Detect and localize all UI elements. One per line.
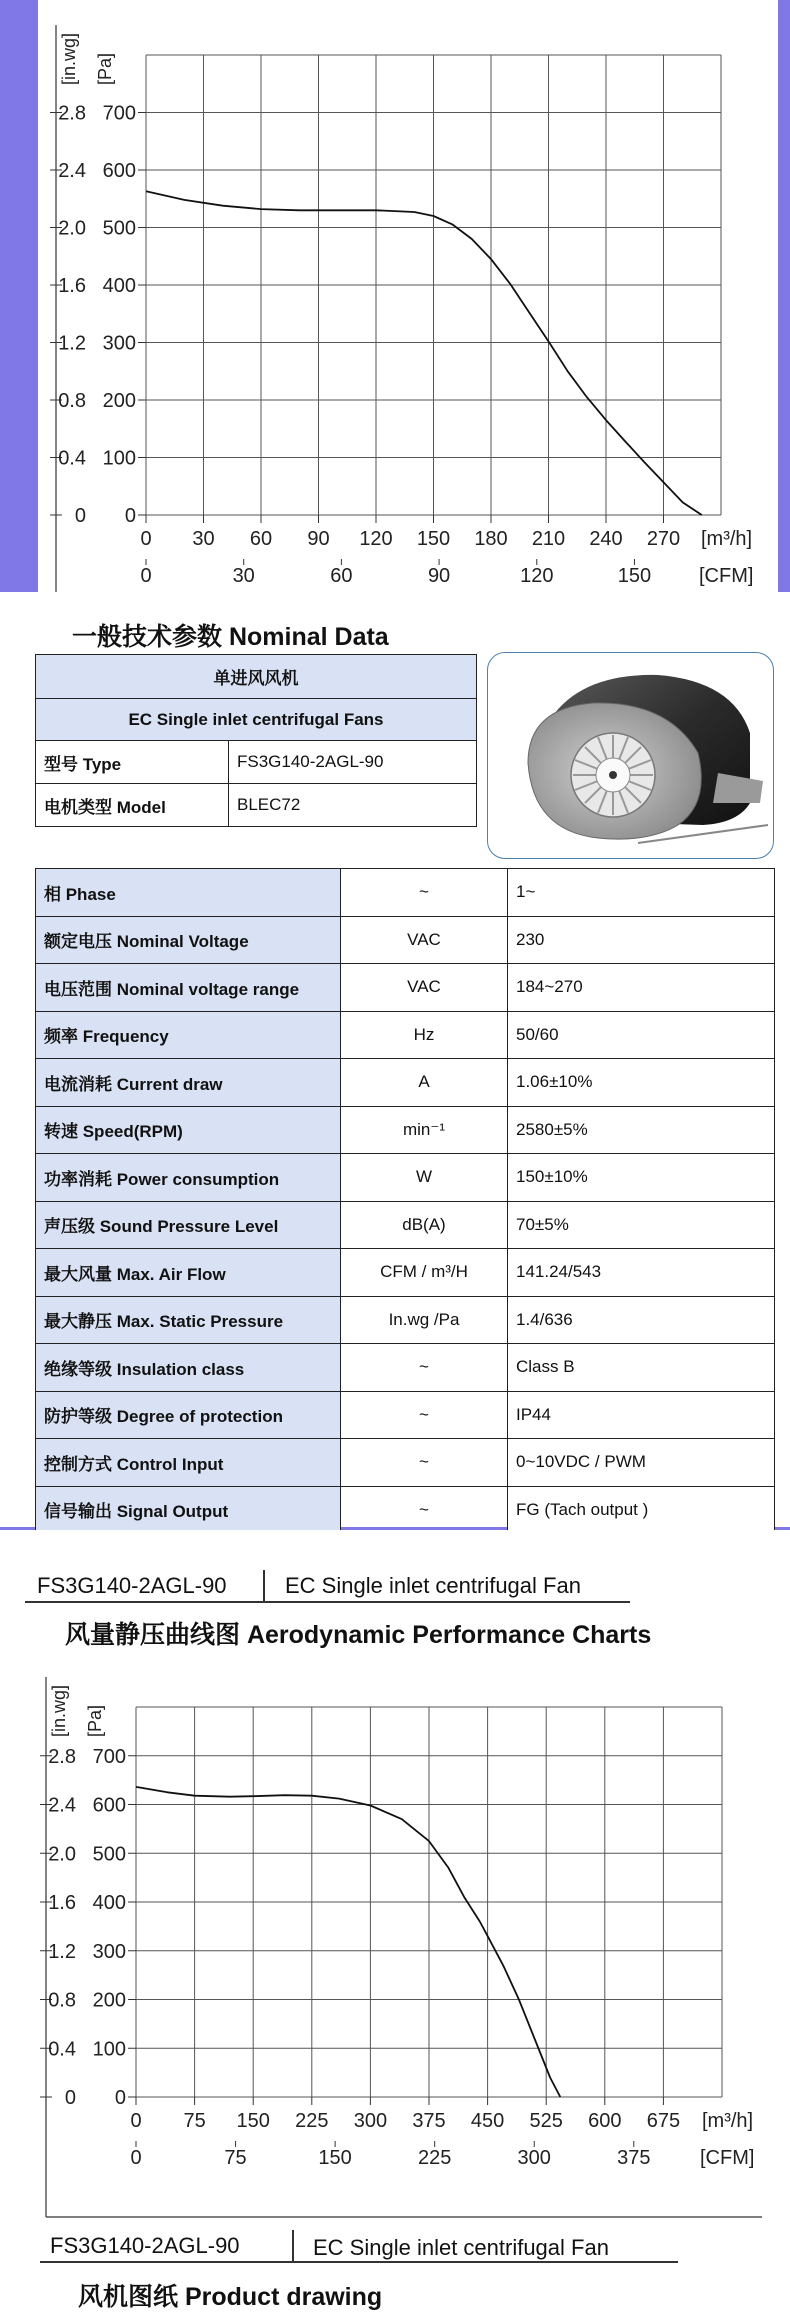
spec-value: 2580±5% bbox=[508, 1106, 775, 1154]
chart1-ytick-inwg: 2.0 bbox=[58, 217, 86, 240]
chart1-xtick-primary: 150 bbox=[416, 528, 451, 550]
spec-label: 最大风量 Max. Air Flow bbox=[36, 1249, 341, 1297]
chart-panel-2 bbox=[0, 1530, 790, 2313]
chart1-curve bbox=[146, 191, 702, 515]
section2-desc: EC Single inlet centrifugal Fan bbox=[285, 1573, 581, 1598]
spec-value: 230 bbox=[508, 916, 775, 964]
chart2-xtick-primary: 600 bbox=[588, 2110, 622, 2132]
chart2-x-unit-secondary: [CFM] bbox=[700, 2147, 755, 2169]
spec-label: 功率消耗 Power consumption bbox=[36, 1154, 341, 1202]
spec-unit: min⁻¹ bbox=[341, 1106, 508, 1154]
chart1-ytick-inwg: 0.8 bbox=[58, 390, 86, 412]
chart1-xtick-primary: 210 bbox=[531, 528, 566, 550]
spec-row bbox=[36, 1296, 775, 1344]
section3-model: FS3G140-2AGL-90 bbox=[50, 2233, 240, 2258]
chart2-xtick-primary: 675 bbox=[646, 2110, 681, 2132]
spec-unit: CFM / m³/H bbox=[341, 1249, 508, 1297]
chart1-xtick-primary: 120 bbox=[359, 528, 393, 550]
spec-value: 50/60 bbox=[508, 1011, 775, 1059]
spec-row bbox=[36, 1201, 775, 1249]
chart1-ytick-inwg: 0 bbox=[74, 505, 86, 527]
spec-unit: ~ bbox=[341, 1439, 508, 1487]
chart2-xtick-primary: 525 bbox=[529, 2110, 563, 2132]
chart2-xtick-secondary: 300 bbox=[517, 2147, 551, 2169]
spec-row bbox=[36, 869, 775, 917]
spec-value: FG (Tach output ) bbox=[508, 1486, 775, 1534]
chart1-ytick-inwg: 1.2 bbox=[58, 332, 86, 355]
chart2-xtick-primary: 300 bbox=[353, 2110, 388, 2132]
spec-unit: ~ bbox=[341, 1344, 508, 1392]
chart2-ytick-inwg: 2.8 bbox=[48, 1745, 76, 1768]
chart1-xtick-primary: 90 bbox=[307, 528, 330, 550]
spec-value: Class B bbox=[508, 1344, 775, 1392]
chart1-ytick-pa: 600 bbox=[102, 160, 136, 182]
chart2-ytick-pa: 0 bbox=[114, 2087, 126, 2109]
type-label: 型号 Type bbox=[36, 741, 229, 784]
chart2-xtick-primary: 75 bbox=[183, 2110, 206, 2132]
chart1-ytick-pa: 0 bbox=[124, 505, 136, 527]
section2-separator bbox=[263, 1570, 265, 1602]
spec-unit: ~ bbox=[341, 869, 508, 917]
chart2-xtick-primary: 375 bbox=[412, 2110, 446, 2132]
chart2-y-unit-secondary: [Pa] bbox=[85, 1704, 105, 1737]
chart1-ytick-inwg: 0.4 bbox=[58, 447, 86, 470]
chart1-xtick-primary: 60 bbox=[249, 528, 273, 550]
section2-model: FS3G140-2AGL-90 bbox=[37, 1573, 227, 1598]
chart1-xtick-primary: 180 bbox=[474, 528, 508, 550]
chart2-ytick-pa: 100 bbox=[92, 2038, 126, 2061]
spec-label: 信号输出 Signal Output bbox=[36, 1486, 341, 1534]
spec-unit: ~ bbox=[341, 1486, 508, 1534]
chart2-y-unit-primary: [in.wg] bbox=[49, 1684, 69, 1737]
chart2-xtick-primary: 150 bbox=[236, 2110, 270, 2132]
chart2-ytick-pa: 600 bbox=[92, 1794, 126, 1817]
spec-label: 电流消耗 Current draw bbox=[36, 1059, 341, 1107]
spec-value: IP44 bbox=[508, 1391, 775, 1439]
chart1-ytick-inwg: 2.4 bbox=[58, 160, 86, 182]
chart1-xtick-secondary: 30 bbox=[232, 565, 255, 587]
spec-value: 70±5% bbox=[508, 1201, 775, 1249]
nominal-data-title: 一般技术参数 Nominal Data bbox=[72, 623, 389, 651]
chart2-ytick-inwg: 2.4 bbox=[48, 1794, 76, 1817]
chart1-ytick-pa: 100 bbox=[102, 447, 136, 470]
section2-underline bbox=[25, 1601, 630, 1603]
fan-image-box bbox=[487, 652, 774, 859]
chart2-ytick-inwg: 1.2 bbox=[48, 1940, 76, 1963]
fan-product-image bbox=[488, 653, 773, 858]
header-cn: 单进风风机 bbox=[36, 655, 477, 699]
chart1-x-unit-primary: [m³/h] bbox=[701, 528, 753, 550]
chart1-xtick-primary: 240 bbox=[589, 528, 623, 550]
chart2-xtick-primary: 225 bbox=[295, 2110, 329, 2132]
spec-unit: VAC bbox=[341, 964, 508, 1012]
chart2-ytick-inwg: 0.4 bbox=[48, 2038, 76, 2061]
fan-header-table bbox=[35, 654, 477, 827]
performance-chart-2 bbox=[38, 1657, 778, 2227]
section3-separator bbox=[292, 2230, 294, 2262]
chart1-ytick-pa: 700 bbox=[102, 102, 136, 125]
spec-row bbox=[36, 964, 775, 1012]
type-value: FS3G140-2AGL-90 bbox=[229, 741, 477, 784]
nominal-data-panel bbox=[0, 592, 790, 1527]
spec-label: 控制方式 Control Input bbox=[36, 1439, 341, 1487]
performance-chart-1 bbox=[38, 0, 778, 592]
model-value: BLEC72 bbox=[229, 784, 477, 827]
chart2-ytick-pa: 400 bbox=[92, 1892, 126, 1914]
model-label: 电机类型 Model bbox=[36, 784, 229, 827]
spec-row bbox=[36, 1486, 775, 1534]
chart2-curve bbox=[136, 1787, 560, 2097]
spec-unit: A bbox=[341, 1059, 508, 1107]
spec-unit: dB(A) bbox=[341, 1201, 508, 1249]
spec-unit: W bbox=[341, 1154, 508, 1202]
chart1-xtick-primary: 270 bbox=[646, 528, 681, 550]
spec-value: 0~10VDC / PWM bbox=[508, 1439, 775, 1487]
spec-unit: VAC bbox=[341, 916, 508, 964]
chart1-xtick-secondary: 0 bbox=[140, 565, 152, 587]
spec-value: 141.24/543 bbox=[508, 1249, 775, 1297]
chart1-xtick-primary: 0 bbox=[140, 528, 152, 550]
chart1-ytick-pa: 300 bbox=[102, 332, 136, 355]
spec-value: 1.4/636 bbox=[508, 1296, 775, 1344]
spec-value: 184~270 bbox=[508, 964, 775, 1012]
chart2-ytick-inwg: 0 bbox=[64, 2087, 76, 2109]
section2-title: 风量静压曲线图 Aerodynamic Performance Charts bbox=[65, 1621, 652, 1649]
chart2-ytick-pa: 500 bbox=[92, 1843, 126, 1866]
chart2-ytick-pa: 300 bbox=[92, 1940, 126, 1963]
spec-unit: In.wg /Pa bbox=[341, 1296, 508, 1344]
chart1-y-unit-secondary: [Pa] bbox=[95, 52, 115, 85]
chart1-ytick-inwg: 2.8 bbox=[58, 102, 86, 125]
chart2-xtick-secondary: 0 bbox=[130, 2147, 142, 2169]
spec-unit: Hz bbox=[341, 1011, 508, 1059]
chart1-xtick-primary: 30 bbox=[192, 528, 215, 550]
spec-label: 频率 Frequency bbox=[36, 1011, 341, 1059]
spec-label: 电压范围 Nominal voltage range bbox=[36, 964, 341, 1012]
chart2-x-unit-primary: [m³/h] bbox=[702, 2110, 754, 2132]
header-en: EC Single inlet centrifugal Fans bbox=[36, 699, 477, 741]
spec-row bbox=[36, 1249, 775, 1297]
chart2-xtick-secondary: 375 bbox=[617, 2147, 651, 2169]
spec-label: 声压级 Sound Pressure Level bbox=[36, 1201, 341, 1249]
spec-row bbox=[36, 1439, 775, 1487]
spec-row bbox=[36, 1391, 775, 1439]
chart1-x-unit-secondary: [CFM] bbox=[699, 565, 754, 587]
chart2-ytick-inwg: 0.8 bbox=[48, 1989, 76, 2012]
chart2-xtick-secondary: 75 bbox=[224, 2147, 247, 2169]
section3-desc: EC Single inlet centrifugal Fan bbox=[313, 2235, 609, 2260]
chart2-xtick-secondary: 150 bbox=[318, 2147, 352, 2169]
chart2-ytick-pa: 700 bbox=[92, 1745, 126, 1768]
spec-row bbox=[36, 1011, 775, 1059]
chart1-ytick-pa: 500 bbox=[102, 217, 136, 240]
spec-label: 绝缘等级 Insulation class bbox=[36, 1344, 341, 1392]
spec-row bbox=[36, 1059, 775, 1107]
spec-value: 150±10% bbox=[508, 1154, 775, 1202]
spec-label: 相 Phase bbox=[36, 869, 341, 917]
spec-row bbox=[36, 916, 775, 964]
chart2-ytick-pa: 200 bbox=[92, 1989, 126, 2012]
spec-unit: ~ bbox=[341, 1391, 508, 1439]
spec-row bbox=[36, 1154, 775, 1202]
spec-label: 防护等级 Degree of protection bbox=[36, 1391, 341, 1439]
section3-underline bbox=[40, 2261, 678, 2263]
chart2-xtick-secondary: 225 bbox=[417, 2147, 452, 2169]
chart2-ytick-inwg: 1.6 bbox=[48, 1892, 76, 1914]
chart2-ytick-inwg: 2.0 bbox=[48, 1843, 76, 1866]
spec-row bbox=[36, 1106, 775, 1154]
chart2-xtick-primary: 0 bbox=[130, 2110, 142, 2132]
spec-value: 1~ bbox=[508, 869, 775, 917]
chart1-ytick-inwg: 1.6 bbox=[58, 275, 86, 297]
spec-row bbox=[36, 1344, 775, 1392]
spec-label: 额定电压 Nominal Voltage bbox=[36, 916, 341, 964]
chart2-xtick-primary: 450 bbox=[470, 2110, 505, 2132]
chart-panel-1 bbox=[38, 0, 778, 592]
chart1-xtick-secondary: 120 bbox=[520, 565, 554, 587]
chart1-ytick-pa: 400 bbox=[102, 275, 136, 297]
chart1-xtick-secondary: 60 bbox=[330, 565, 353, 587]
spec-table bbox=[35, 868, 775, 1534]
spec-label: 最大静压 Max. Static Pressure bbox=[36, 1296, 341, 1344]
chart1-ytick-pa: 200 bbox=[102, 390, 136, 412]
chart1-xtick-secondary: 90 bbox=[427, 565, 451, 587]
spec-label: 转速 Speed(RPM) bbox=[36, 1106, 341, 1154]
chart1-y-unit-primary: [in.wg] bbox=[59, 32, 79, 85]
spec-value: 1.06±10% bbox=[508, 1059, 775, 1107]
chart1-xtick-secondary: 150 bbox=[617, 565, 652, 587]
section3-title: 风机图纸 Product drawing bbox=[78, 2283, 383, 2311]
